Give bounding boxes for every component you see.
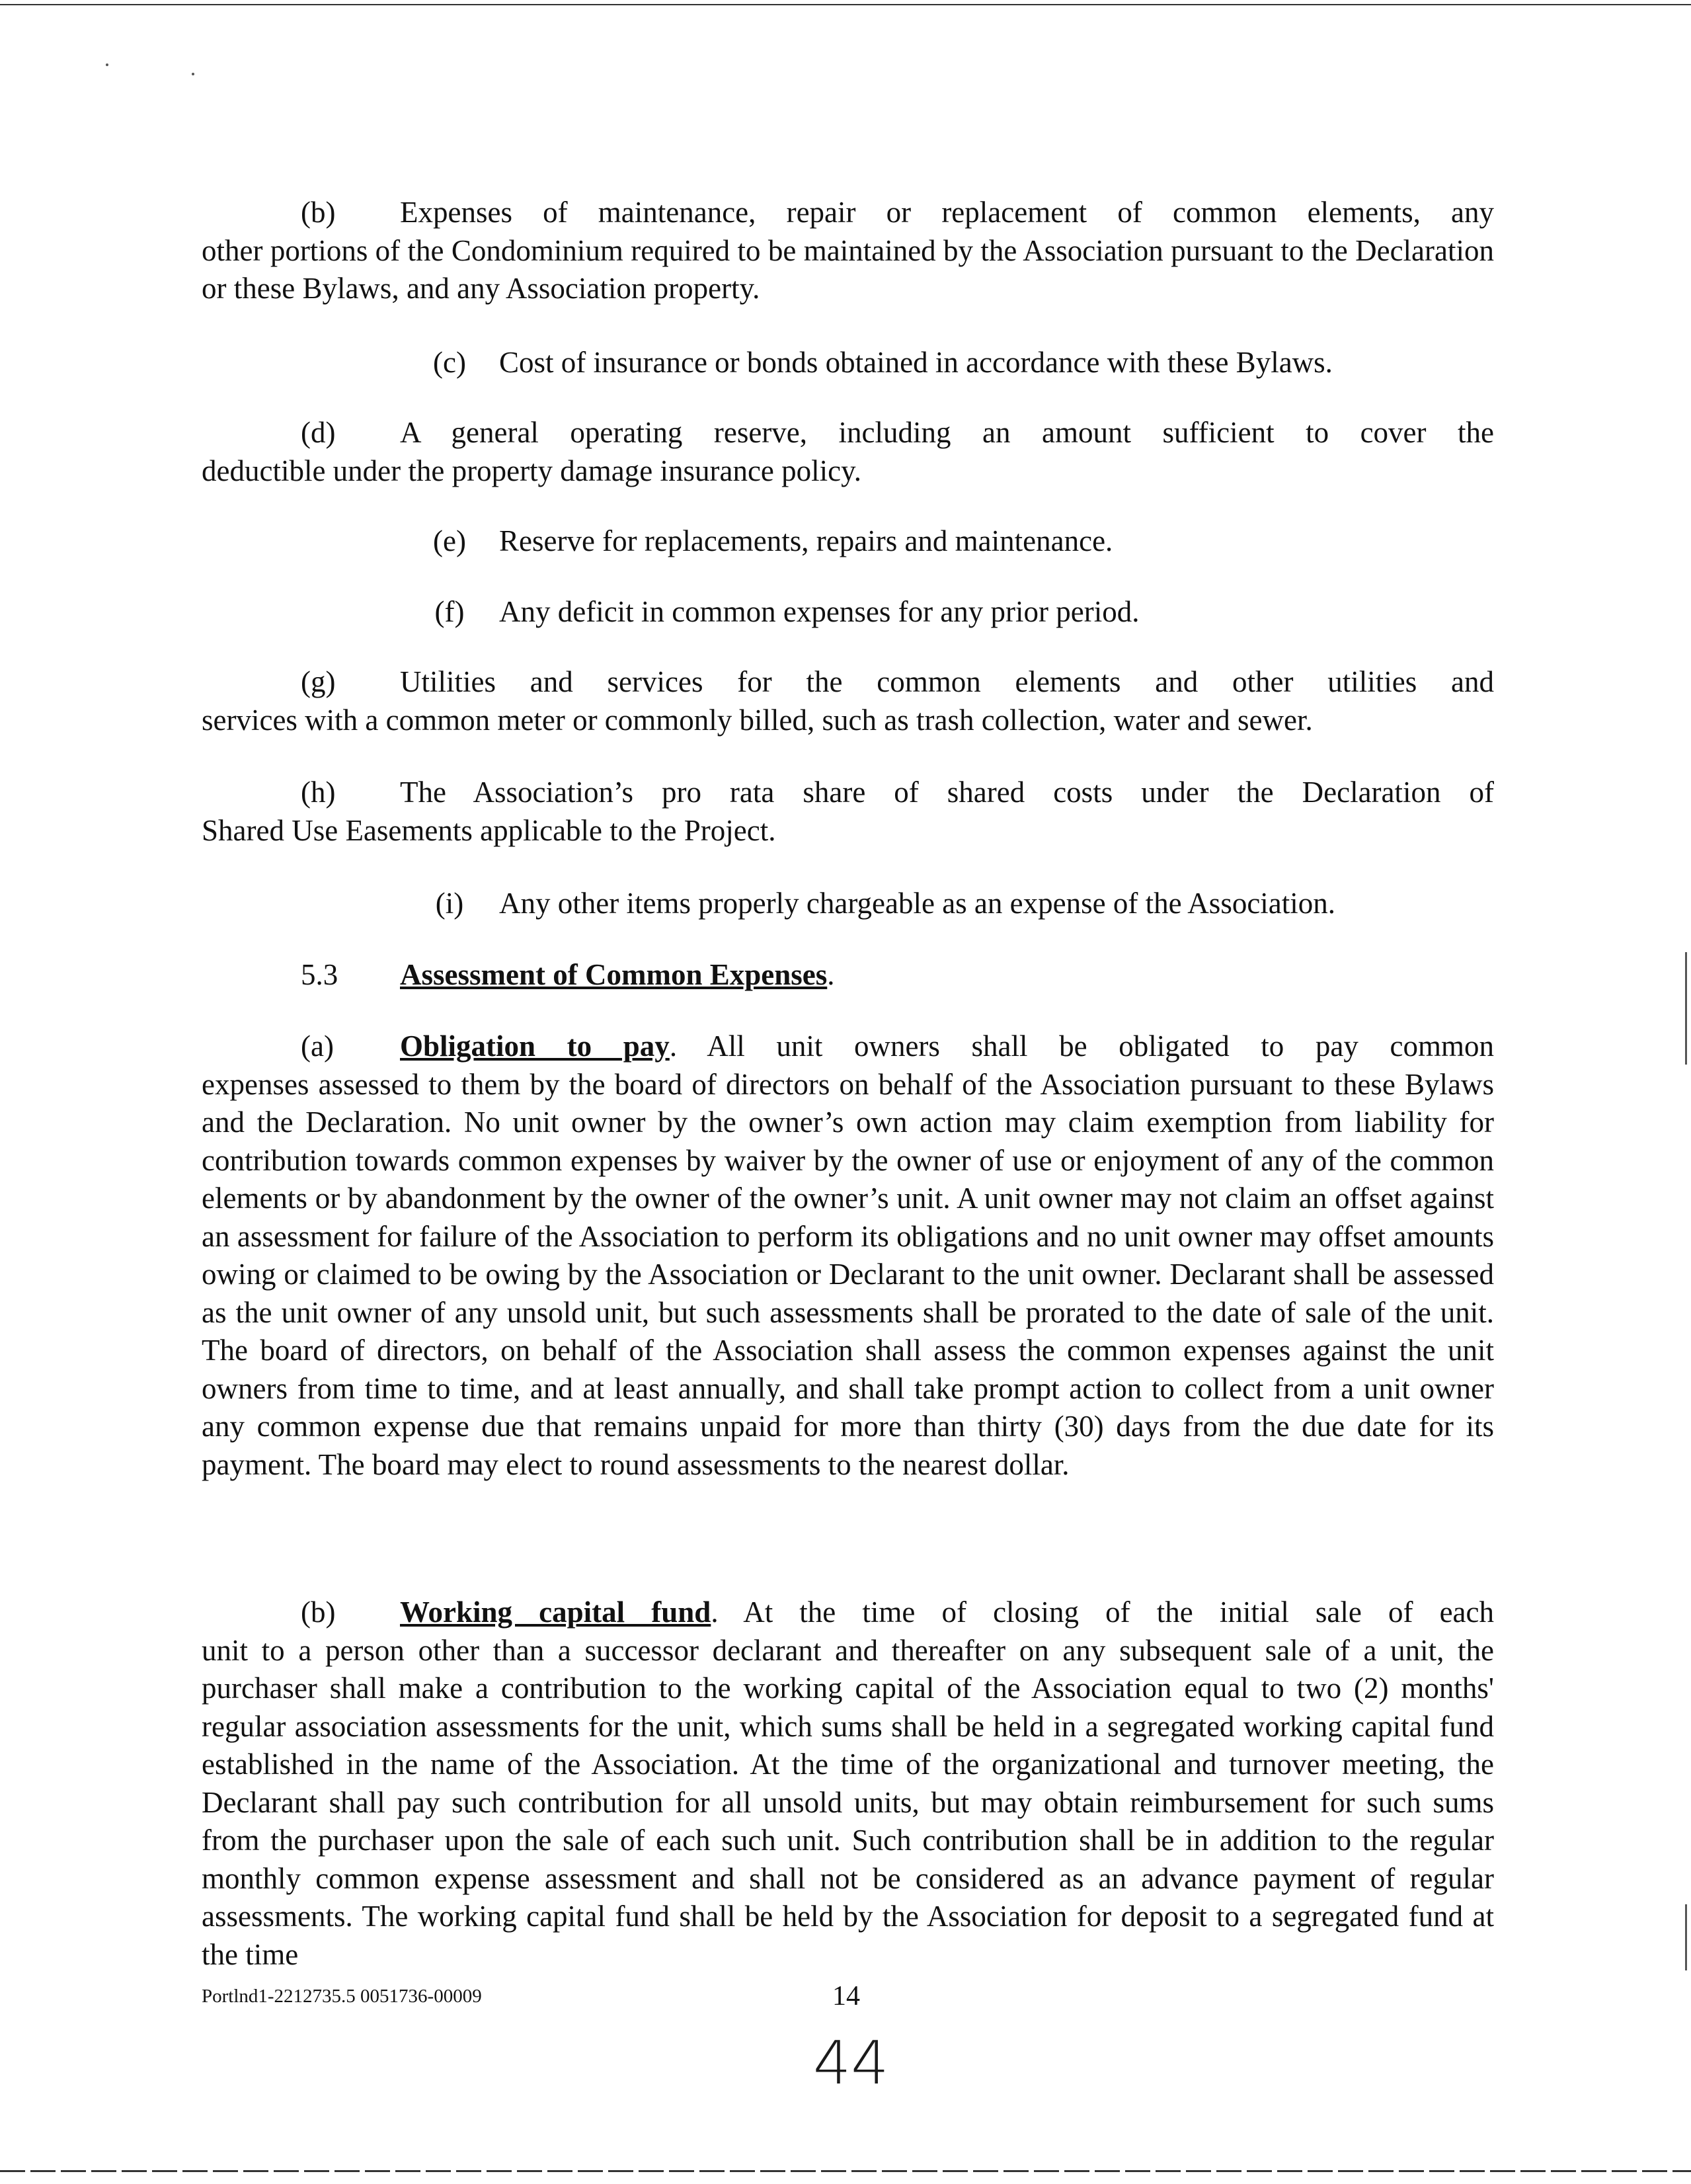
item-text: Reserve for replacements, repairs and maintenance. (499, 524, 1113, 557)
item-text-rest: deductible under the property damage insurance policy. (202, 454, 861, 487)
item-label: (i) (435, 887, 464, 920)
scan-speck (106, 63, 108, 66)
item-text-first: A general operating reserve, including an amount sufficient to cover the (400, 416, 1494, 449)
item-text-rest: Shared Use Easements applicable to the Project. (202, 813, 776, 847)
item-text: Any other items properly chargeable as an expense of the Association. (499, 887, 1336, 920)
item-text: Cost of insurance or bonds obtained in accordance with these Bylaws. (499, 346, 1333, 379)
item-text: Any deficit in common expenses for any prior period. (499, 595, 1140, 628)
scan-edge-mark (1685, 952, 1687, 1065)
obligation-text-first: . All unit owners shall be obligated to pay common (669, 1030, 1494, 1063)
obligation-text-rest: expenses assessed to them by the board of directors on behalf of the Association pursuant to these Bylaws and the Declaration. No unit owner by the owner’s own action may claim exemption from liability for contribution towards common expenses by waiver by the owner of use or enjoyment of any of the common elements or by abandonment by the owner of the owner’s unit. A unit owner may not claim an offset against an assessment for failure of the Association to perform its obligations and no unit owner may offset amounts owing or claimed to be owing by the Association or Declarant to the unit owner. Declarant shall be assessed as the unit owner of any unsold unit, but such assessments shall be prorated to the date of sale of the unit. The board of directors, on behalf of the Association shall assess the common expenses against the unit owners from time to time, and at least annually, and shall take prompt action to collect from a unit owner any common expense due that remains unpaid for more than thirty (30) days from the due date for its payment. The board may elect to round assessments to the nearest dollar. (202, 1067, 1494, 1481)
obligation-title: Obligation to pay (400, 1030, 670, 1063)
item-text-first: Expenses of maintenance, repair or replacement of common elements, any (400, 196, 1494, 229)
item-g (202, 663, 1494, 739)
section-title-end: . (827, 958, 835, 991)
scan-speck (192, 73, 194, 75)
item-label: (h) (301, 776, 336, 809)
item-label: (g) (301, 665, 336, 698)
obligation-paragraph (202, 1028, 1494, 1484)
item-label: (b) (301, 1596, 336, 1629)
section-title: Assessment of Common Expenses (400, 958, 828, 991)
working-capital-title: Working capital fund (400, 1596, 711, 1629)
page-number: 14 (832, 1981, 860, 2011)
item-h (202, 774, 1494, 850)
working-capital-text-rest: unit to a person other than a successor declarant and thereafter on any subsequent sale of a unit, the purchaser shall make a contribution to the working capital of the Association equal to two (2) months' regular association assessments for the unit, which sums shall be held in a segregated working capital fund established in the name of the Association. At the time of the organizational and turnover meeting, the Declarant shall pay such contribution for all unsold units, but may obtain reimbursement for such sums from the purchaser upon the sale of each such unit. Such contribution shall be in addition to the regular monthly common expense assessment and shall not be considered as an advance payment of regular assessments. The working capital fund shall be held by the Association for deposit to a segregated fund at the time (202, 1633, 1494, 1971)
item-label: (e) (433, 524, 466, 557)
item-text-rest: other portions of the Condominium required to be maintained by the Association pursuant to the Declaration or these Bylaws, and any Association property. (202, 233, 1494, 305)
handwritten-page-number: 44 (813, 2029, 889, 2098)
item-label: (a) (301, 1030, 334, 1063)
working-capital-paragraph (202, 1594, 1494, 1974)
item-label: (b) (301, 196, 336, 229)
section-number: 5.3 (301, 958, 338, 991)
scan-bottom-edge (0, 2170, 1691, 2172)
working-capital-text-first: . At the time of closing of the initial sale of each (711, 1596, 1495, 1629)
scan-top-edge (0, 4, 1691, 5)
item-text-rest: services with a common meter or commonly billed, such as trash collection, water and sewer. (202, 703, 1313, 737)
item-label: (d) (301, 416, 336, 449)
item-label: (f) (434, 595, 465, 628)
document-id: Portlnd1-2212735.5 0051736-00009 (202, 1986, 482, 2007)
item-d (202, 414, 1494, 490)
section-heading (301, 956, 835, 994)
item-text-first: The Association’s pro rata share of shared costs under the Declaration of (400, 776, 1494, 809)
scan-edge-mark (1685, 1904, 1687, 1970)
item-label: (c) (433, 346, 466, 379)
item-b (202, 194, 1494, 308)
item-text-first: Utilities and services for the common elements and other utilities and (400, 665, 1494, 698)
